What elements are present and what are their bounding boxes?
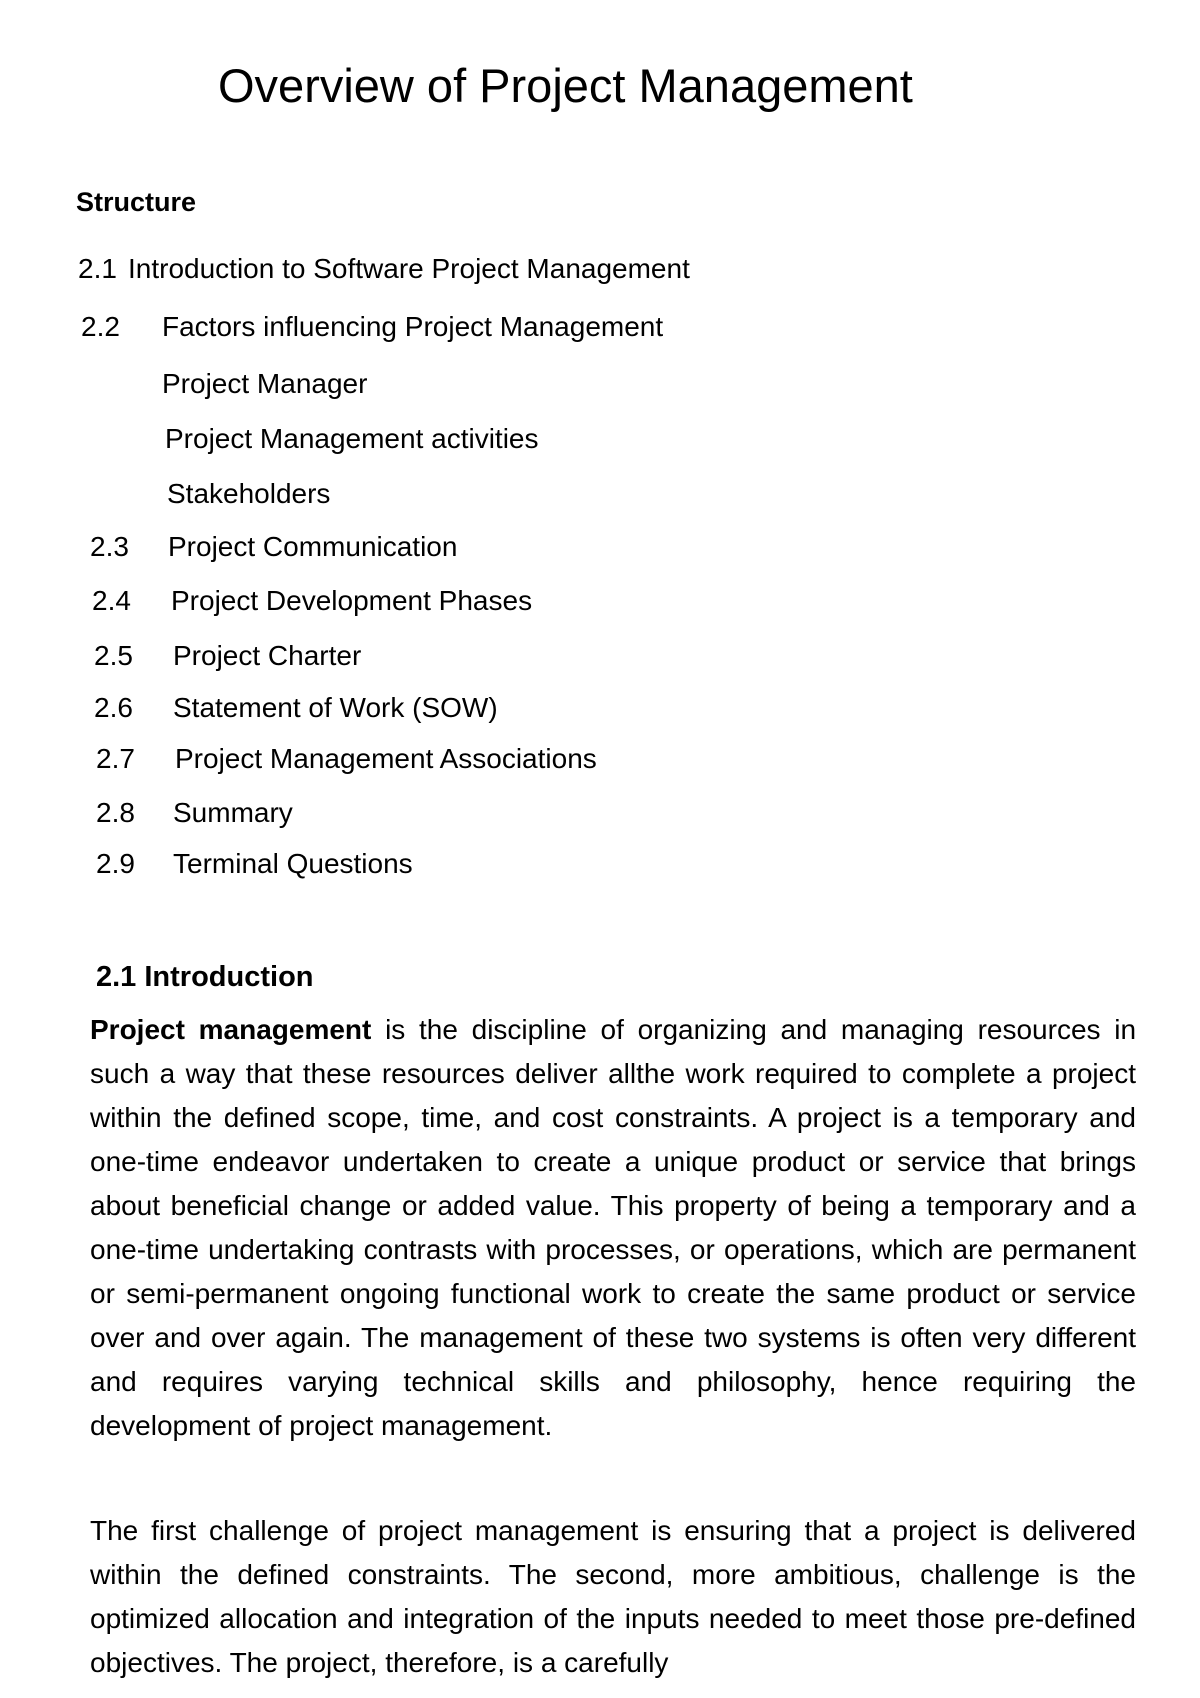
- toc-item-number: 2.8: [96, 797, 135, 828]
- toc-item-text: Project Communication: [168, 531, 458, 562]
- toc-item-text: Stakeholders: [167, 478, 331, 509]
- toc-item-text: Project Charter: [173, 640, 362, 671]
- toc-item-number: 2.1: [78, 253, 117, 284]
- toc-item-number: 2.5: [94, 640, 133, 671]
- introduction-paragraph: [90, 1008, 1136, 1448]
- toc-item-number: 2.2: [81, 311, 120, 342]
- toc-item-text: Introduction to Software Project Management: [128, 253, 690, 284]
- document-title: Overview of Project Management: [218, 59, 913, 112]
- section-heading-introduction: 2.1 Introduction: [96, 961, 314, 993]
- toc-item-text: Project Management Associations: [175, 743, 597, 774]
- paragraph-text: is the discipline of organizing and managing resources in such a way that these resources deliver allthe work required to complete a project within the defined scope, time, and cost constraints. A project is a temporary and one-time endeavor undertaken to create a unique product or service that brings about beneficial change or added value. This property of being a temporary and a one-time undertaking contrasts with processes, or operations, which are permanent or semi-permanent ongoing functional work to create the same product or service over and over again. The management of these two systems is often very different and requires varying technical skills and philosophy, hence requiring the development of project management.: [90, 1014, 1137, 1441]
- toc-item-text: Terminal Questions: [173, 848, 413, 879]
- toc-item-number: 2.3: [90, 531, 129, 562]
- toc-item-text: Summary: [173, 797, 293, 828]
- bold-lead-term: Project management: [90, 1014, 372, 1045]
- toc-item-text: Statement of Work (SOW): [173, 692, 498, 723]
- toc-item-number: 2.9: [96, 848, 135, 879]
- challenge-paragraph: The first challenge of project management is ensuring that a project is delivered within the defined constraints. The second, more ambitious, challenge is the optimized allocation and integration of the inputs needed to meet those pre-defined objectives. The project, therefore, is a carefully: [90, 1515, 1136, 1678]
- structure-heading: Structure: [76, 187, 197, 217]
- toc-item-number: 2.4: [92, 585, 131, 616]
- toc-item-text: Factors influencing Project Management: [162, 311, 664, 342]
- toc-item-number: 2.7: [96, 743, 135, 774]
- toc-item-number: 2.6: [94, 692, 133, 723]
- toc-item-text: Project Development Phases: [171, 585, 533, 616]
- toc-item-text: Project Management activities: [165, 423, 539, 454]
- toc-item-text: Project Manager: [162, 368, 368, 399]
